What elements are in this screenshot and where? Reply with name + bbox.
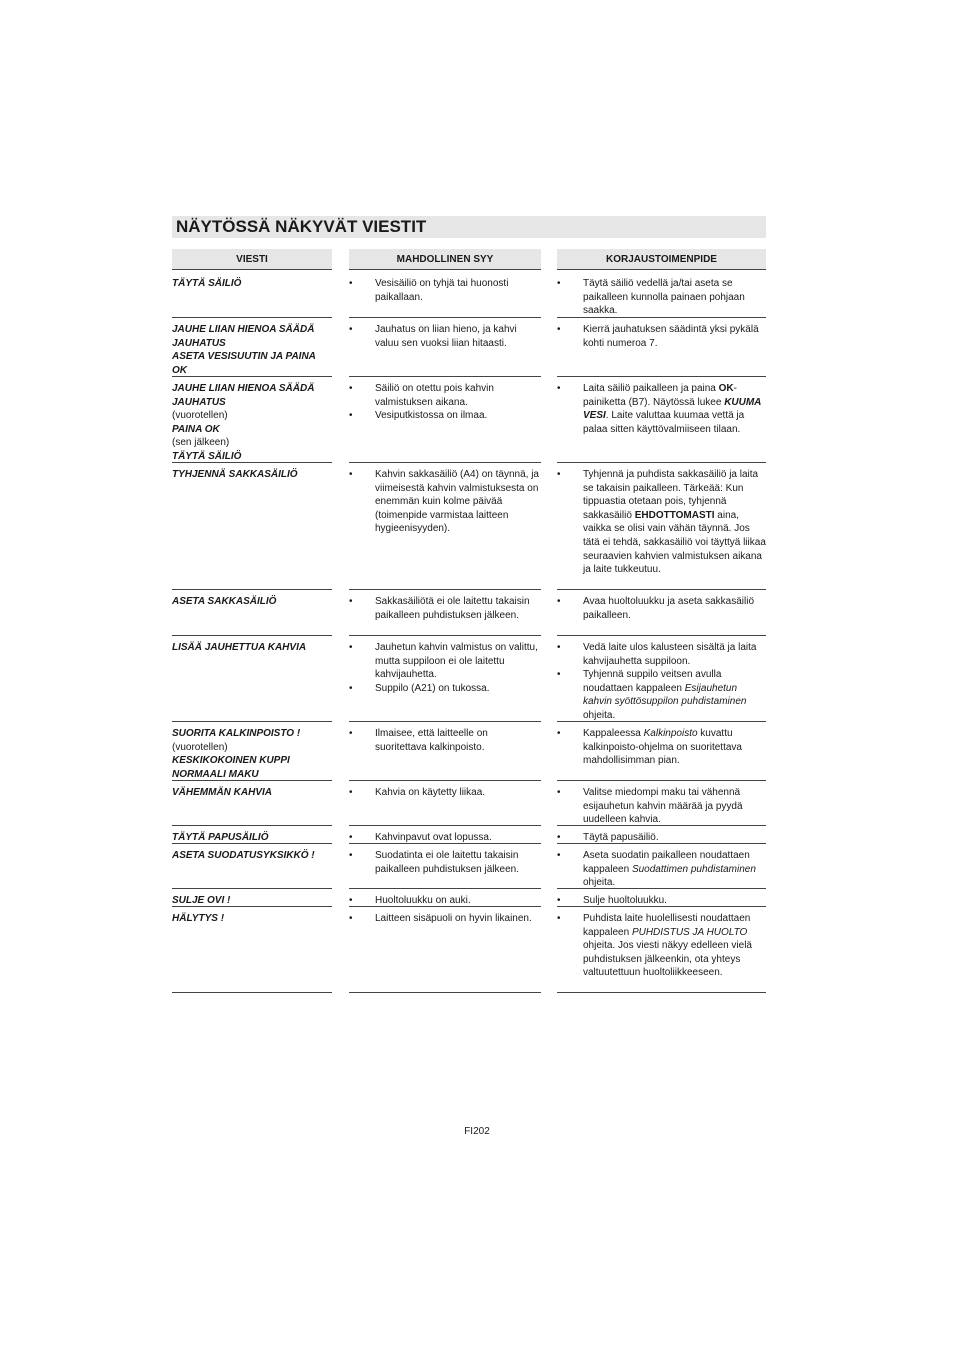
cause-cell [349, 786, 541, 800]
remedy-item [557, 277, 766, 318]
remedy-item [557, 668, 766, 722]
cause-cell [349, 595, 541, 622]
remedy-text: ohjeita. Jos viesti näkyy edelleen vielä puhdistuksen jälkeenkin, ota yhteys valtuutettuun huoltoliikkeeseen. [583, 940, 752, 979]
row-divider [557, 635, 766, 636]
message-text: SUORITA KALKINPOISTO ! [172, 728, 301, 739]
remedy-cell [557, 468, 766, 577]
row-divider [349, 721, 541, 722]
row-divider [557, 888, 766, 889]
remedy-list [557, 323, 766, 350]
row-divider [349, 843, 541, 844]
cause-list [349, 849, 541, 876]
row-divider [557, 780, 766, 781]
remedy-text: Esijauhetun kahvin syöttösuppilon puhdistaminen [583, 682, 747, 708]
remedy-item [557, 595, 766, 622]
message-text: (sen jälkeen) [172, 437, 230, 449]
cause-item [349, 912, 541, 926]
row-divider [557, 843, 766, 844]
row-divider [172, 462, 332, 463]
cause-item [349, 382, 541, 409]
cause-text: Vesiputkistossa on ilmaa. [375, 410, 488, 422]
cause-item [349, 786, 541, 800]
remedy-text: kuvattu kalkinpoisto-ohjelma on suoritettava mahdollisimman pian. [583, 728, 742, 767]
row-divider [349, 462, 541, 463]
cause-cell [349, 849, 541, 876]
row-divider [557, 721, 766, 722]
message-cell [172, 727, 332, 781]
cause-cell [349, 468, 541, 536]
remedy-item [557, 849, 766, 890]
message-cell [172, 468, 332, 482]
cause-item [349, 682, 541, 696]
message-cell [172, 912, 332, 926]
message-text: (vuorotellen) [172, 410, 228, 422]
remedy-text: Avaa huoltoluukku ja aseta sakkasäiliö paikalleen. [583, 596, 755, 621]
cause-text: Jauhetun kahvin valmistus on valittu, mutta suppiloon ei ole laitettu kahvijauhetta. [375, 642, 538, 681]
remedy-item [557, 468, 766, 577]
remedy-cell [557, 382, 766, 436]
remedy-text: Valitse miedompi maku tai vähennä esijauhetun kahvin määrää ja pyydä uudelleen kahvia. [583, 787, 743, 826]
remedy-cell [557, 595, 766, 622]
cause-text: Suodatinta ei ole laitettu takaisin paikalleen puhdistuksen jälkeen. [375, 850, 519, 875]
remedy-cell [557, 849, 766, 890]
remedy-item [557, 382, 766, 436]
cause-text: Huoltoluukku on auki. [375, 895, 471, 906]
row-divider [172, 906, 332, 907]
message-text: TÄYTÄ PAPUSÄILIÖ [172, 832, 269, 843]
remedy-list [557, 849, 766, 890]
remedy-text: Puhdista laite huolellisesti noudattaen kappaleen [583, 913, 751, 938]
row-divider [172, 780, 332, 781]
message-cell [172, 786, 332, 800]
row-divider [172, 992, 332, 993]
row-divider [172, 317, 332, 318]
remedy-text: -painiketta (B7). Näytössä lukee [583, 383, 737, 408]
remedy-list [557, 727, 766, 768]
cause-list [349, 382, 541, 423]
cause-list [349, 912, 541, 926]
remedy-text: aina, vaikka se olisi vain vähän täynnä. Jos tätä ei tehdä, sakkasäiliö voi täyttyä liikaa seuraavien kahvien valmistuksen aikana ja laite tukkeutuu. [583, 509, 766, 576]
remedy-text: . Laite valuttaa kuumaa vettä ja palaa sitten käyttövalmiiseen tilaan. [583, 410, 745, 435]
column-header-remedy: KORJAUSTOIMENPIDE [557, 249, 766, 270]
remedy-text: ohjeita. [583, 877, 616, 889]
row-divider [349, 888, 541, 889]
row-divider [349, 635, 541, 636]
remedy-text: OK [718, 383, 734, 394]
cause-text: Ilmaisee, että laitteelle on suoritettava kalkinpoisto. [375, 728, 488, 753]
message-cell [172, 277, 332, 291]
remedy-text: Kierrä jauhatuksen säädintä yksi pykälä kohti numeroa 7. [583, 324, 759, 349]
message-text: HÄLYTYS ! [172, 913, 225, 924]
cause-text: Suppilo (A21) on tukossa. [375, 682, 490, 694]
remedy-list [557, 595, 766, 622]
remedy-text: Tyhjennä ja puhdista sakkasäiliö ja laita se takaisin paikalleen. Tärkeää: Kun tippuastia otetaan pois, tyhjennä sakkasäiliö [583, 469, 759, 521]
row-divider [557, 462, 766, 463]
remedy-list [557, 641, 766, 723]
message-cell [172, 595, 332, 609]
cause-text: Vesisäiliö on tyhjä tai huonosti paikallaan. [375, 278, 509, 303]
row-divider [557, 906, 766, 907]
remedy-cell [557, 786, 766, 827]
row-divider [349, 376, 541, 377]
cause-text: Kahvia on käytetty liikaa. [375, 787, 486, 798]
remedy-text: Suodattimen puhdistaminen [631, 863, 756, 875]
cause-item [349, 277, 541, 304]
row-divider [172, 635, 332, 636]
row-divider [557, 317, 766, 318]
message-text: TYHJENNÄ SAKKASÄILIÖ [172, 469, 298, 480]
row-divider [557, 376, 766, 377]
row-divider [172, 825, 332, 826]
cause-item [349, 468, 541, 536]
remedy-list [557, 382, 766, 436]
remedy-item [557, 912, 766, 980]
message-cell [172, 382, 332, 464]
cause-cell [349, 912, 541, 926]
cause-item [349, 849, 541, 876]
cause-list [349, 641, 541, 695]
cause-cell [349, 727, 541, 754]
remedy-list [557, 277, 766, 318]
remedy-list [557, 912, 766, 980]
remedy-text: PUHDISTUS JA HUOLTO [631, 926, 748, 938]
message-cell [172, 849, 332, 863]
row-divider [172, 888, 332, 889]
cause-list [349, 786, 541, 800]
remedy-text: Vedä laite ulos kalusteen sisältä ja laita kahvijauhetta suppiloon. [583, 642, 757, 667]
remedy-text: Aseta suodatin paikalleen noudattaen kappaleen [583, 850, 750, 875]
remedy-text: ohjeita. [583, 709, 616, 721]
cause-text: Laitteen sisäpuoli on hyvin likainen. [375, 913, 532, 924]
message-text: SULJE OVI ! [172, 895, 231, 906]
cause-item [349, 323, 541, 350]
cause-text: Kahvinpavut ovat lopussa. [375, 832, 492, 843]
row-divider [557, 992, 766, 993]
cause-list [349, 323, 541, 350]
remedy-text: KUUMA VESI [583, 396, 762, 422]
remedy-item [557, 786, 766, 827]
message-cell [172, 323, 332, 377]
cause-text: Sakkasäiliötä ei ole laitettu takaisin paikalleen puhdistuksen jälkeen. [375, 596, 530, 621]
cause-cell [349, 323, 541, 350]
cause-item [349, 595, 541, 622]
cause-list [349, 277, 541, 304]
row-divider [172, 589, 332, 590]
message-text: KESKIKOKOINEN KUPPI NORMAALI MAKU [172, 755, 290, 780]
page-title: NÄYTÖSSÄ NÄKYVÄT VIESTIT [172, 216, 766, 238]
message-text: TÄYTÄ SÄILIÖ [172, 450, 242, 462]
cause-cell [349, 382, 541, 423]
remedy-text: Täytä papusäiliö. [583, 832, 659, 843]
row-divider [172, 843, 332, 844]
remedy-item [557, 727, 766, 768]
message-text: LISÄÄ JAUHETTUA KAHVIA [172, 642, 307, 653]
remedy-cell [557, 912, 766, 980]
remedy-text: Kalkinpoisto [643, 728, 698, 739]
row-divider [349, 992, 541, 993]
remedy-list [557, 468, 766, 577]
row-divider [349, 317, 541, 318]
row-divider [349, 780, 541, 781]
message-text: ASETA SAKKASÄILIÖ [172, 596, 277, 607]
cause-cell [349, 641, 541, 695]
message-cell [172, 641, 332, 655]
row-divider [557, 825, 766, 826]
remedy-cell [557, 641, 766, 723]
cause-text: Kahvin sakkasäiliö (A4) on täynnä, ja viimeisestä kahvin valmistuksesta on enemmän kuin kolme päivää (toimenpide varmistaa laitteen hygieenisyyden). [375, 469, 539, 535]
remedy-item [557, 323, 766, 350]
remedy-text: Sulje huoltoluukku. [583, 895, 667, 906]
cause-list [349, 595, 541, 622]
remedy-text: Laita säiliö paikalleen ja paina [583, 383, 719, 394]
cause-item [349, 641, 541, 682]
page-number: FI202 [464, 1126, 490, 1137]
remedy-text: Tyhjennä suppilo veitsen avulla noudattaen kappaleen [583, 669, 722, 694]
remedy-cell [557, 323, 766, 350]
cause-list [349, 468, 541, 536]
remedy-text: EHDOTTOMASTI [634, 509, 715, 521]
cause-item [349, 409, 541, 423]
row-divider [349, 589, 541, 590]
remedy-text: Kappaleessa [583, 728, 644, 739]
message-text: JAUHE LIIAN HIENOA SÄÄDÄ JAUHATUS [172, 324, 315, 349]
remedy-cell [557, 277, 766, 318]
remedy-list [557, 786, 766, 827]
row-divider [557, 589, 766, 590]
message-text: (vuorotellen) [172, 741, 228, 753]
cause-cell [349, 277, 541, 304]
cause-list [349, 727, 541, 754]
row-divider [172, 721, 332, 722]
row-divider [172, 376, 332, 377]
cause-item [349, 727, 541, 754]
row-divider [349, 906, 541, 907]
cause-text: Jauhatus on liian hieno, ja kahvi valuu sen vuoksi liian hitaasti. [375, 324, 517, 349]
message-text: ASETA SUODATUSYKSIKKÖ ! [172, 850, 315, 861]
remedy-text: Täytä säiliö vedellä ja/tai aseta se paikalleen kunnolla painaen pohjaan saakka. [583, 278, 745, 317]
message-text: ASETA VESISUUTIN JA PAINA OK [172, 351, 316, 376]
message-text: VÄHEMMÄN KAHVIA [172, 787, 272, 798]
column-header-cause: MAHDOLLINEN SYY [349, 249, 541, 270]
remedy-cell [557, 727, 766, 768]
remedy-item [557, 641, 766, 668]
cause-text: Säiliö on otettu pois kahvin valmistuksen aikana. [375, 383, 494, 408]
message-text: JAUHE LIIAN HIENOA SÄÄDÄ JAUHATUS [172, 383, 315, 408]
message-text: TÄYTÄ SÄILIÖ [172, 278, 242, 289]
row-divider [349, 825, 541, 826]
column-header-message: VIESTI [172, 249, 332, 270]
message-text: PAINA OK [172, 423, 220, 435]
